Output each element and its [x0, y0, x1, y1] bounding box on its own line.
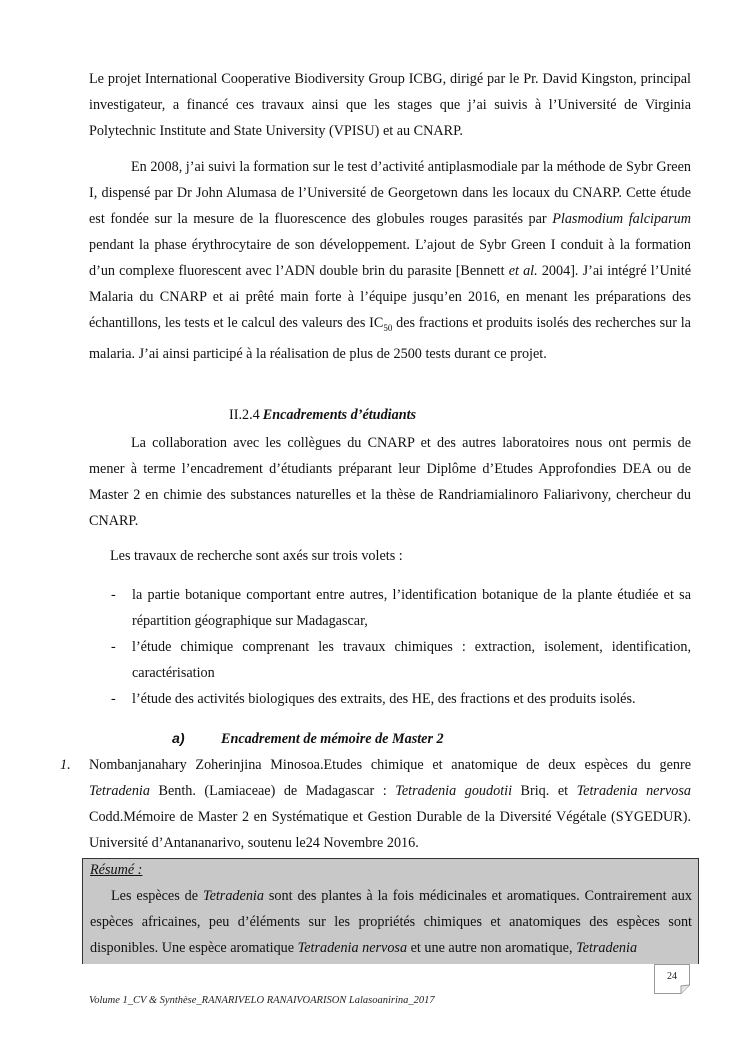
- section-title: Encadrements d’étudiants: [262, 407, 417, 423]
- species-nervosa: Tetradenia nervosa: [576, 783, 691, 799]
- reference-text-a: Nombanjanahary Zoherinjina Minosoa.Etudes chimique et anatomique de deux espèces du genre: [89, 757, 691, 773]
- species-nervosa: Tetradenia nervosa: [297, 940, 408, 956]
- summary-text: [90, 883, 692, 961]
- reference-text-d: Codd.Mémoire de Master 2 en Systématique et Gestion Durable de la Diversité Végétale (SYGEDUR). Université d’Antananarivo, soutenu le24 Novembre 2016.: [89, 809, 691, 851]
- list-item-text: la partie botanique comportant entre autres, l’identification botanique de la plante étudiée et sa répartition géographique sur Madagascar,: [132, 587, 691, 629]
- genus-tetradenia: Tetradenia: [89, 783, 150, 799]
- ic50-subscript: 50: [383, 322, 393, 333]
- summary-label: Résumé :: [90, 862, 143, 878]
- list-item-text: l’étude des activités biologiques des extraits, des HE, des fractions et des produits isolés.: [132, 691, 636, 707]
- species-plasmodium: Plasmodium falciparum: [552, 211, 692, 227]
- species-goudotii: Tetradenia goudotii: [395, 783, 513, 799]
- research-axes-intro: [89, 543, 691, 569]
- list-item-text: l’étude chimique comprenant les travaux chimiques : extraction, isolement, identification, caractérisation: [132, 639, 691, 681]
- section-number: II.2.4: [229, 407, 260, 423]
- summary-text-b: sont des plantes à la fois médicinales et aromatiques. Contrairement aux espèces africaines, peu d’éléments sur les propriétés chimiques et anatomiques des espèces sont disponibles. Une espèce aromatique: [90, 888, 692, 956]
- collaboration-text: La collaboration avec les collègues du CNARP et des autres laboratoires nous ont permis de mener à terme l’encadrement d’étudiants préparant leur Diplôme d’Etudes Approfondies DEA ou de Master 2 en chimie des substances naturelles et la thèse de Randriamialinoro Faliarivony, chercheur du CNARP.: [89, 435, 691, 529]
- subsection-title: Encadrement de mémoire de Master 2: [221, 731, 444, 747]
- training-text-b: pendant la phase érythrocytaire de son développement. L’ajout de Sybr Green I conduit à la formation d’un complexe fluorescent avec l’ADN double brin du parasite [Bennett: [89, 237, 691, 279]
- reference-text-b: Benth. (Lamiaceae) de Madagascar :: [149, 783, 396, 799]
- summary-text-c: et une autre non aromatique,: [407, 940, 577, 956]
- genus-tetradenia: Tetradenia: [576, 940, 638, 956]
- genus-tetradenia: Tetradenia: [202, 888, 264, 904]
- citation-et-al: et al.: [508, 263, 538, 279]
- dash-bullet: -: [111, 691, 116, 707]
- intro-text: Le projet International Cooperative Biodiversity Group ICBG, dirigé par le Pr. David Kingston, principal investigateur, a financé ces travaux ainsi que les stages que j’ai suivis à l’Université de Virginia Polytechnic Institute and State University (VPISU) et au CNARP.: [89, 71, 691, 139]
- list-item: [89, 582, 691, 634]
- training-text-d: des fractions et produits isolés des recherches sur la malaria. J’ai ainsi participé à la réalisation de plus de 2500 tests durant ce projet.: [89, 315, 691, 362]
- subsection-heading: [172, 729, 444, 749]
- section-heading: [229, 404, 416, 426]
- dash-bullet: -: [111, 639, 116, 655]
- collaboration-paragraph: [89, 430, 691, 534]
- training-text-c: 2004]. J’ai intégré l’Unité Malaria du CNARP et ai prêté main forte à l’équipe jusqu’en 2016, en menant les préparations des échantillons, les tests et le calcul des valeurs des IC: [89, 263, 691, 331]
- list-item: [89, 634, 691, 686]
- dash-bullet: -: [111, 587, 116, 603]
- reference-text: [89, 752, 691, 856]
- page-number: 24: [667, 971, 677, 982]
- summary-text-a: Les espèces de: [111, 888, 203, 904]
- reference-number: 1.: [60, 757, 71, 773]
- list-item: [89, 686, 691, 712]
- reference-text-c: Briq. et: [512, 783, 577, 799]
- page-footer: Volume 1_CV & Synthèse_RANARIVELO RANAIVOARISON Lalasoanirina_2017: [89, 995, 435, 1006]
- intro-paragraph: [89, 66, 691, 144]
- subsection-letter: a): [172, 731, 185, 747]
- research-axes-text: Les travaux de recherche sont axés sur trois volets :: [110, 548, 403, 564]
- training-text-a: En 2008, j’ai suivi la formation sur le test d’activité antiplasmodiale par la méthode de Sybr Green I, dispensé par Dr John Alumasa de l’Université de Georgetown dans les locaux du CNARP. Cette étude est fondée sur la mesure de la fluorescence des globules rouges parasités par: [89, 159, 691, 227]
- summary-box: [82, 858, 699, 964]
- research-axes-list: [89, 582, 691, 712]
- training-paragraph: [89, 154, 691, 367]
